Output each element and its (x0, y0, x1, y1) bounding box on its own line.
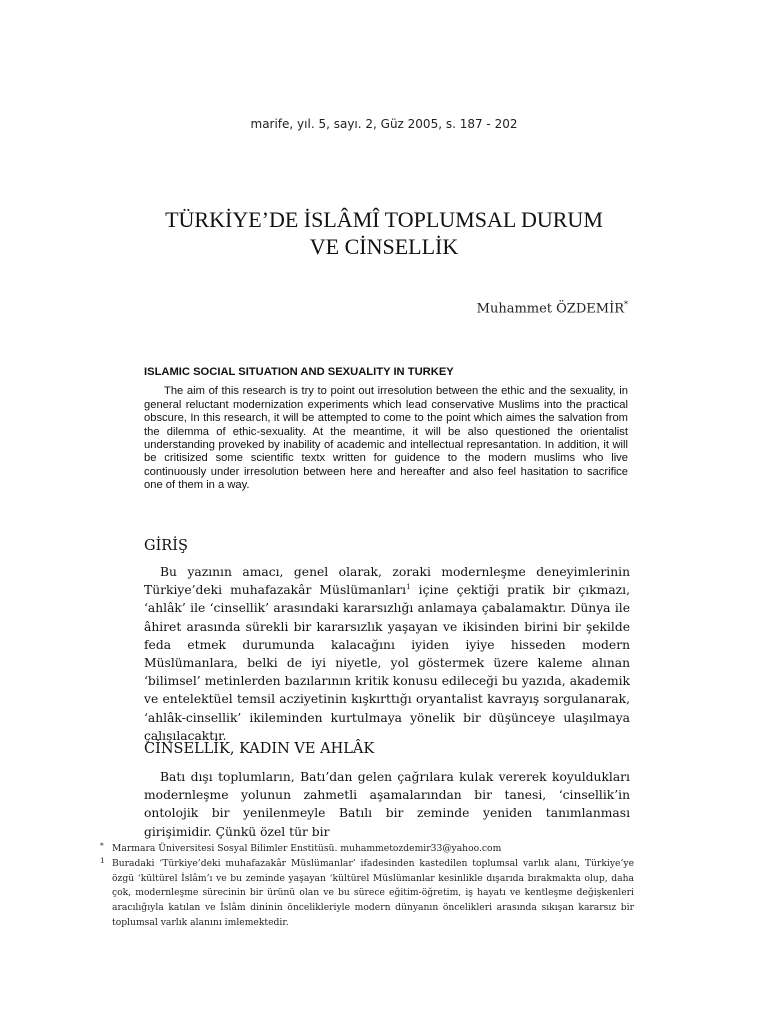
footnote-text: Marmara Üniversitesi Sosyal Bilimler Enstitüsü. muhammetozdemir33@yahoo.com (112, 843, 502, 854)
giris-text-part1: Bu yazının amacı, genel olarak, zoraki modernleşme deneyimlerinin Türkiye’deki muhafazakâr Müslümanları (144, 565, 630, 598)
cinsellik-paragraph: Batı dışı toplumların, Batı’dan gelen çağrılara kulak vererek koyuldukları modernleşme yolunun zahmetli aşamalarından bir tanesi, ‘cinsellik’in ontolojik bir yenilenmeyle Batılı bir zeminde yeniden tanımlanması girişimidir. Çünkü özel tür bir (144, 770, 630, 839)
footnote-affiliation (100, 842, 634, 857)
author-byline (477, 300, 628, 316)
author-name: Muhammet ÖZDEMİR (476, 301, 624, 317)
footnote-text: Buradaki ‘Türkiye’deki muhafazakâr Müslümanlar’ ifadesinden kastedilen toplumsal varlık alanı, Türkiye’ye özgü ‘kültürel İslâm’ı ve bu zeminde yaşayan ‘kültürel Müslümanlar kesinlikle dışarıda bırakmakta olup, daha çok, modernleşme sürecinin bir ürünü olan ve bu sürece eğitim-öğretim, iş hayatı ve kentleşme değişkenleri aracılığıyla katılan ve İslâm dininin öncelikleriyle modern dünyanın öncelikleri arasında sıkışan kararsız bir toplumsal varlık alanını imlemektedir. (112, 857, 634, 928)
section-heading-giris: GİRİŞ (144, 538, 188, 554)
abstract-heading: ISLAMIC SOCIAL SITUATION AND SEXUALITY IN TURKEY (144, 366, 454, 378)
footnote-mark: 1 (100, 855, 105, 865)
abstract (144, 366, 628, 493)
footnote-ref-1[interactable]: 1 (406, 583, 411, 592)
author-footnote-mark: * (624, 300, 628, 309)
article-title (0, 206, 768, 260)
section-heading-cinsellik: CİNSELLİK, KADIN VE AHLÂK (144, 741, 375, 757)
journal-citation: marife, yıl. 5, sayı. 2, Güz 2005, s. 187 - 202 (250, 117, 518, 131)
title-line-1: TÜRKİYE’DE İSLÂMÎ TOPLUMSAL DURUM (165, 207, 603, 232)
title-line-2: VE CİNSELLİK (309, 234, 459, 259)
footnote-mark: * (100, 841, 104, 850)
footnotes (100, 842, 634, 931)
giris-text-part2: içine çektiği pratik bir çıkmazı, ‘ahlâk’ ile ‘cinsellik’ arasındaki kararsızlığı anlamaya çabalamaktır. Dünya ile âhiret arasında sürekli bir kararsızlık yaşayan ve ikisinden birini bir şekilde feda etmek durumunda kalacağını iyiden iyiye hisseden modern Müslümanlara, belki de iyi niyetle, yol göstermek üzere kaleme alınan ‘bilimsel’ metinlerden bazılarının kritik konusu edileceği bu yazıda, akademik ve entelektüel temsil acziyetinin kışkırttığı oryantalist kavrayış sorgulanarak, ‘ahlâk-cinsellik’ ikileminden kurtulmaya yönelik bir düşünceye ulaşılmaya çalışılacaktır. (144, 583, 630, 743)
abstract-text: The aim of this research is try to point out irresolution between the ethic and the sexuality, in general reluctant modernization experiments which lead conservative Muslims into the practical obscure, In this research, it will be attempted to come to the point which aimes the salvation from the dilemma of ethic-sexuality. At the meantime, it will be also questioned the orientalist understanding proveked by inability of academic and intellectual represantation. In addition, it will be critisized some scientific textx written for guidence to the modern muslims who live continuously under irresolution between here and hereafter and also feel hasitation to sacrifice one of them in a way. (144, 385, 628, 492)
footnote-1 (100, 857, 634, 931)
giris-paragraph (144, 563, 630, 745)
